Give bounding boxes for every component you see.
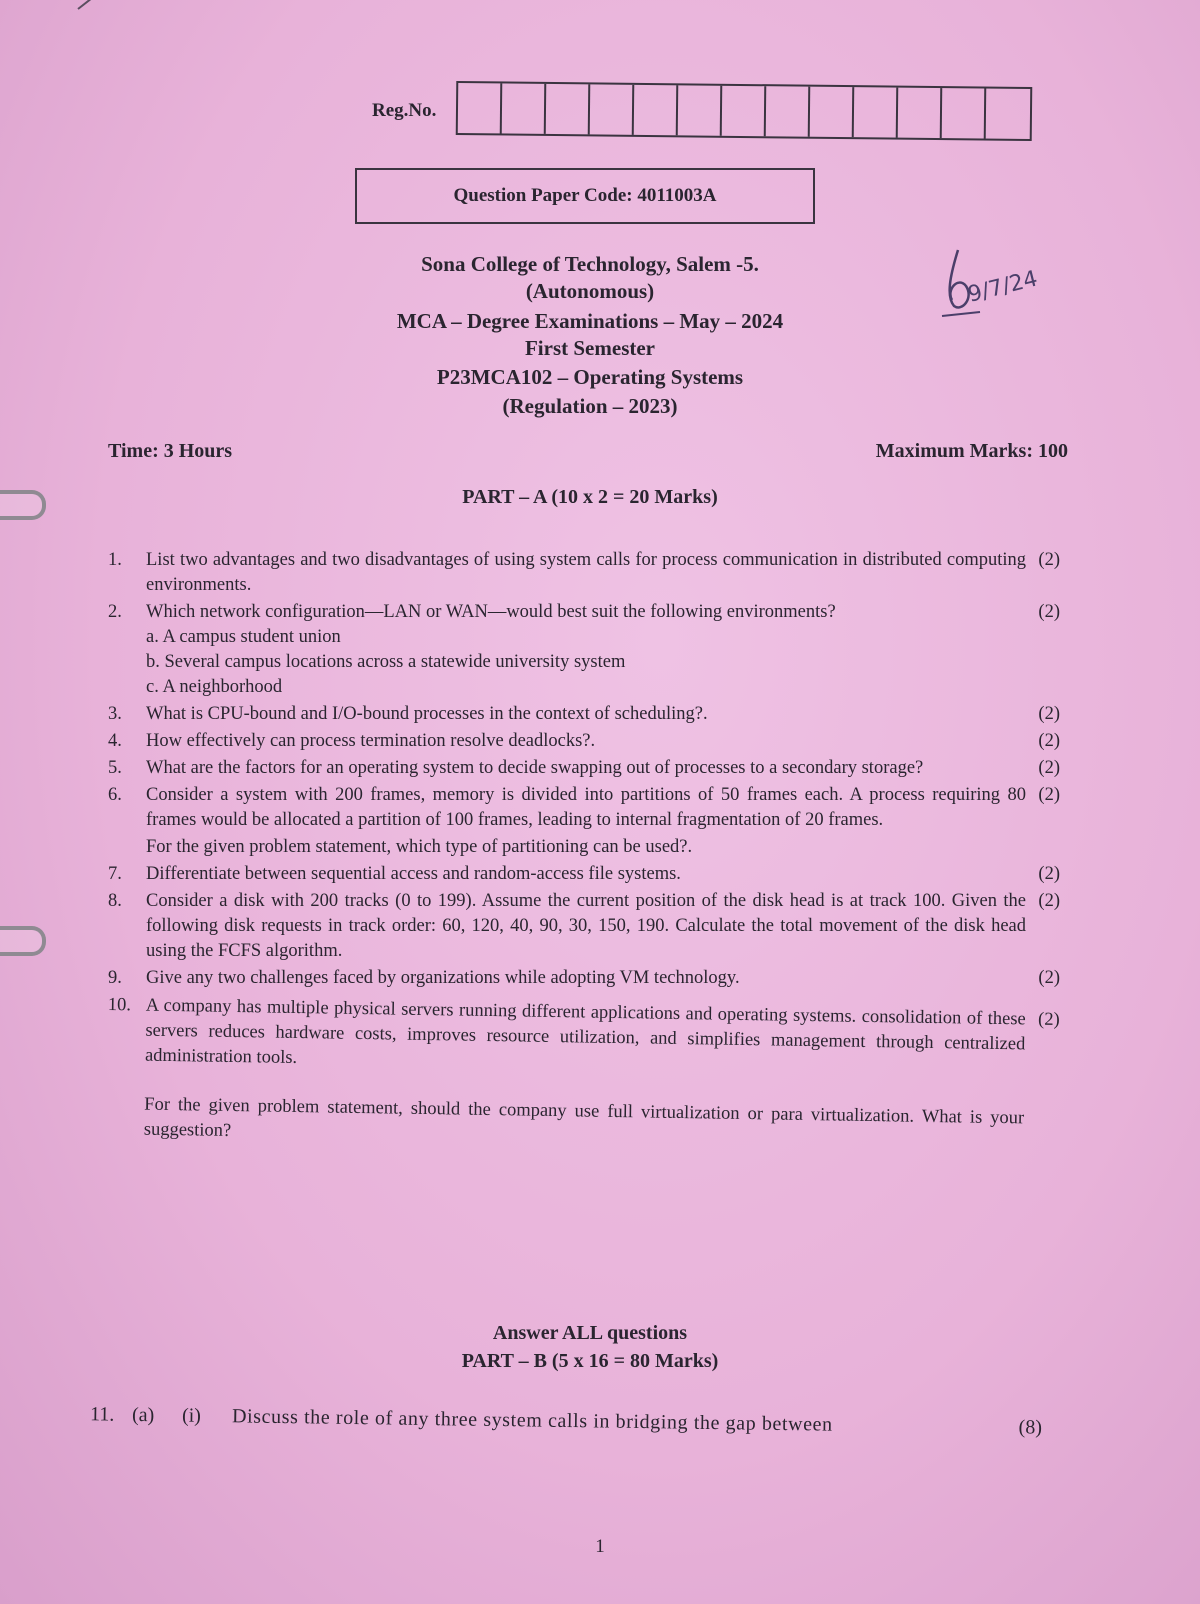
part-a-title: PART – A (10 x 2 = 20 Marks) [462,486,718,508]
question-text: Give any two challenges faced by organizations while adopting VM technology. [146,968,740,988]
question-subitem: a. A campus student union [146,627,341,647]
question-number: 1. [108,550,122,570]
question-body [146,729,1026,754]
question-paper-code: Question Paper Code: 4011003A [355,168,815,224]
question-body [144,994,1026,1157]
question-subitem: c. A neighborhood [146,677,283,697]
pen-tick-mark [77,0,118,10]
question-subitem: b. Several campus locations across a statewide university system [146,652,626,672]
question-number: 2. [108,602,122,622]
question-number: 11. [89,1403,115,1426]
autonomous-label: (Autonomous) [525,279,655,303]
college-name: Sona College of Technology, Salem -5. [421,252,759,276]
question-number: 4. [108,731,122,751]
question-item [106,993,1068,1157]
part-a-question-list [108,548,1068,1144]
question-marks: (2) [1038,550,1060,570]
question-number: 6. [108,785,122,805]
signature-date: 9/7/24 [965,266,1041,308]
reg-no-box [854,87,899,137]
question-marks: (8) [1018,1416,1043,1439]
question-item [108,889,1068,964]
question-sub-a: (a) [131,1403,155,1427]
reg-no-box [502,83,547,133]
question-text: A company has multiple physical servers running different applications and operating systems. consolidation of these servers reduces hardware costs, improves resource utilization, and simplifies management through centralized administration tools. [144,995,1026,1068]
reg-no-box [590,84,635,134]
question-item [108,862,1068,887]
question-body [146,548,1026,598]
course-title: P23MCA102 – Operating Systems [436,365,744,389]
question-text: Consider a disk with 200 tracks (0 to 199). Assume the current position of the disk head is at track 100. Given the following disk requests in track order: 60, 120, 40, 90, 30, 150, 190. Calculate the total movement of the disk head using the FCFS algorithm. [146,891,1026,961]
question-note: For the given problem statement, should the company use full virtualization or para virtualization. What is your suggestion? [143,1094,1025,1141]
question-body [146,783,1026,860]
question-number: 8. [108,891,122,911]
reg-no-box [722,86,767,136]
question-body [146,966,1026,991]
question-body [146,889,1026,964]
reg-no-boxes [456,81,1033,141]
reg-no-box [458,83,503,133]
part-b-question-11 [90,1403,1050,1439]
part-b-instruction: Answer ALL questions [492,1322,688,1344]
time-label: Time: 3 Hours [108,440,233,462]
question-text: How effectively can process termination resolve deadlocks?. [146,731,596,751]
regulation-label: (Regulation – 2023) [502,394,678,418]
question-marks: (2) [1038,758,1060,778]
question-body [146,702,1026,727]
reg-no-box [766,86,811,136]
question-number: 5. [108,758,122,778]
reg-no-box [546,84,591,134]
question-marks: (2) [1038,704,1060,724]
question-marks: (2) [1038,731,1060,751]
question-number: 10. [107,994,132,1016]
reg-no-box [678,85,723,135]
question-item [108,783,1068,860]
semester-label: First Semester [524,336,656,360]
maximum-marks-label: Maximum Marks: 100 [875,440,1068,462]
binder-ring-bottom [0,926,46,956]
question-body [146,862,1026,887]
reg-no-box [942,88,987,138]
time-marks-row [108,440,1068,463]
question-marks: (2) [1038,785,1060,805]
question-marks: (2) [1037,1009,1060,1030]
question-item [108,702,1068,727]
reg-no-box [898,88,943,138]
reg-no-box [810,87,855,137]
question-marks: (2) [1038,891,1060,911]
reg-no-label: Reg.No. [372,100,437,121]
handwritten-signature [940,246,1050,320]
page-number: 1 [595,1536,605,1557]
question-body [146,756,1026,781]
reg-no-box [986,89,1031,139]
question-item [108,966,1068,991]
question-item [108,756,1068,781]
binder-ring-top [0,490,46,520]
question-sub-i: (i) [181,1404,202,1427]
part-b-title: PART – B (5 x 16 = 80 Marks) [461,1350,719,1372]
reg-no-box [634,85,679,135]
question-text: Differentiate between sequential access and random-access file systems. [146,864,681,884]
reg-no-field [372,84,1032,138]
question-text: Which network configuration—LAN or WAN—would best suit the following environments? [146,602,836,622]
question-marks: (2) [1038,968,1060,988]
question-number: 3. [108,704,122,724]
question-text: What are the factors for an operating system to decide swapping out of processes to a secondary storage? [146,758,924,778]
question-item [108,729,1068,754]
question-text: Consider a system with 200 frames, memory is divided into partitions of 50 frames each. A process requiring 80 frames would be allocated a partition of 100 frames, leading to internal fragmentation of 20 frames. [146,785,1026,830]
question-body [146,600,1026,700]
question-text: List two advantages and two disadvantages of using system calls for process communication in distributed computing environments. [146,550,1026,595]
question-item [108,600,1068,700]
exam-title: MCA – Degree Examinations – May – 2024 [396,309,784,333]
question-marks: (2) [1038,602,1060,622]
question-text: What is CPU-bound and I/O-bound processes in the context of scheduling?. [146,704,708,724]
question-number: 9. [108,968,122,988]
question-text: Discuss the role of any three system calls in bridging the gap between [231,1405,833,1436]
question-item [108,548,1068,598]
question-number: 7. [108,864,122,884]
question-note: For the given problem statement, which type of partitioning can be used?. [146,837,693,857]
question-marks: (2) [1038,864,1060,884]
